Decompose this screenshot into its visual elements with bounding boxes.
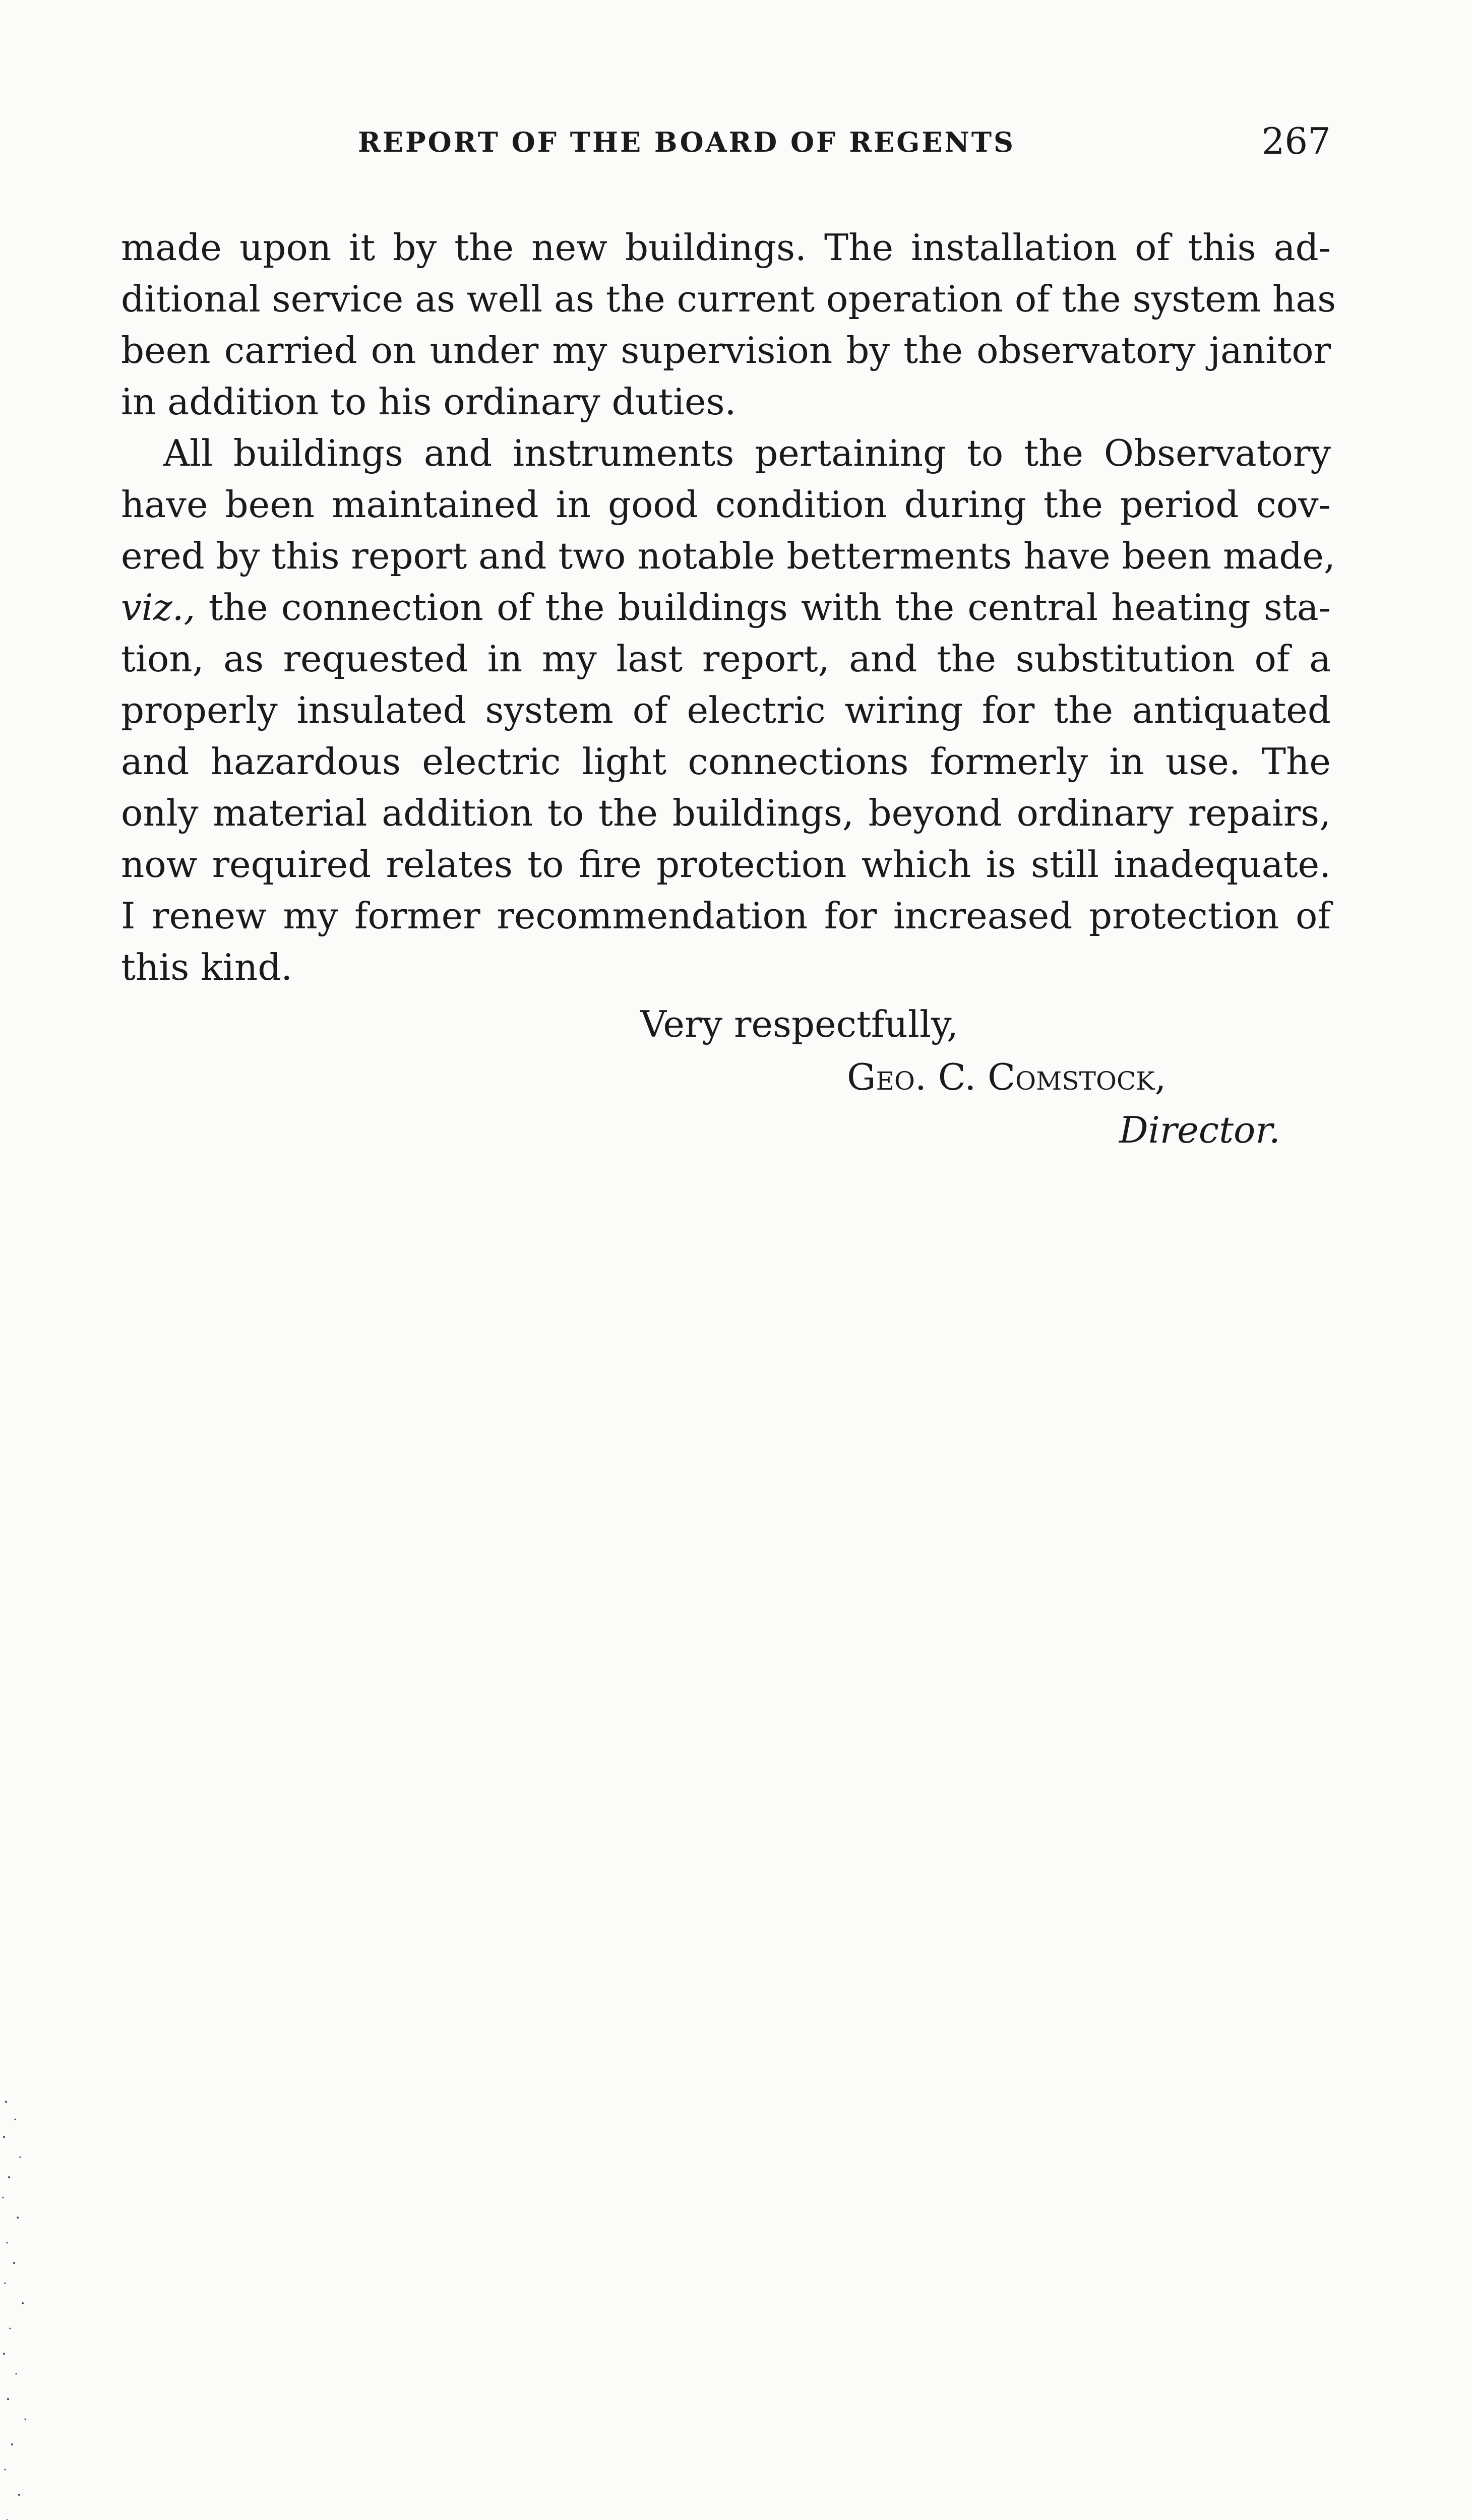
running-title: REPORT OF THE BOARD OF REGENTS bbox=[358, 126, 1016, 158]
viz-line-text: the connection of the buildings with the central heating sta- bbox=[208, 586, 1331, 628]
text-line-viz bbox=[121, 582, 1331, 633]
text-line: All buildings and instruments pertaining to the Observatory bbox=[163, 432, 1331, 474]
text-line: and hazardous electric light connections formerly in use. The bbox=[121, 740, 1331, 783]
valediction: Very respectfully, bbox=[640, 1003, 958, 1045]
scan-noise-speckle bbox=[0, 2092, 55, 2520]
text-line: properly insulated system of electric wiring for the antiquated bbox=[121, 689, 1331, 731]
viz-abbreviation: viz., bbox=[121, 586, 196, 628]
text-line: this kind. bbox=[121, 946, 293, 988]
text-line: ered by this report and two notable betterments have been made, bbox=[121, 535, 1335, 577]
running-head bbox=[121, 120, 1331, 165]
text-line: tion, as requested in my last report, and the substitution of a bbox=[121, 638, 1331, 680]
text-line: in addition to his ordinary duties. bbox=[121, 381, 737, 423]
text-line: made upon it by the new buildings. The installation of this ad- bbox=[121, 226, 1331, 269]
signatory-title: Director. bbox=[1119, 1109, 1280, 1151]
text-line: have been maintained in good condition during the period cov- bbox=[121, 483, 1331, 526]
text-line: ditional service as well as the current operation of the system has bbox=[121, 278, 1336, 320]
text-line: now required relates to fire protection which is still inadequate. bbox=[121, 843, 1331, 886]
page-number: 267 bbox=[1261, 120, 1331, 162]
text-line: I renew my former recommendation for increased protection of bbox=[121, 895, 1331, 937]
text-line: been carried on under my supervision by the observatory janitor bbox=[121, 329, 1331, 371]
signature: Geo. C. Comstock, bbox=[847, 1056, 1167, 1098]
body-text bbox=[121, 222, 1336, 993]
text-line: only material addition to the buildings, beyond ordinary repairs, bbox=[121, 792, 1331, 834]
